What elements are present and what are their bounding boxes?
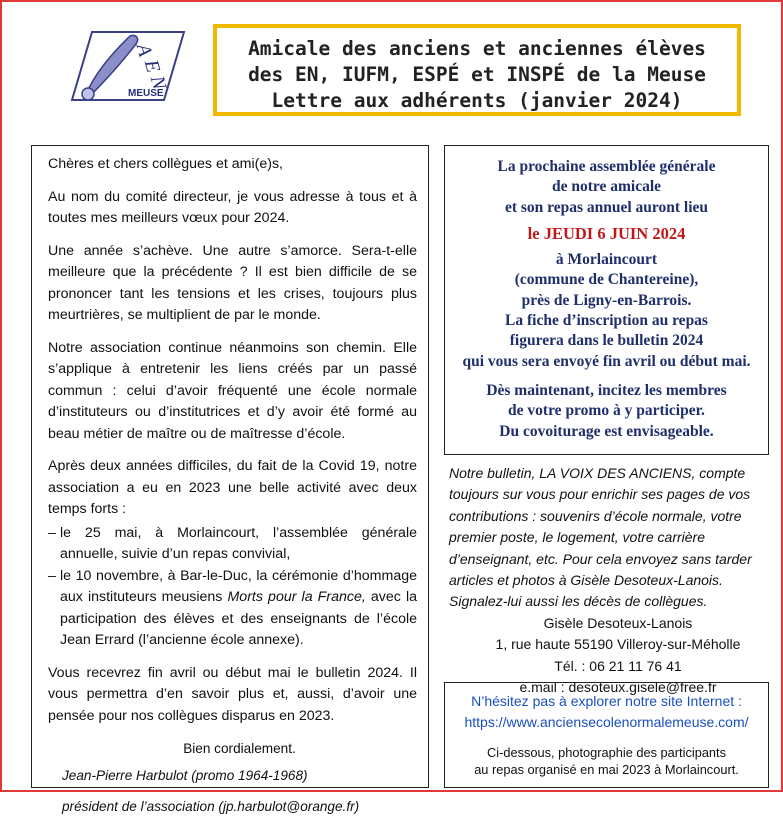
assembly-line-11: de votre promo à y participer. — [508, 402, 705, 420]
bulletin-info — [449, 463, 769, 698]
highlights-list — [48, 523, 417, 652]
contact-name: Gisèle Desoteux-Lanois — [543, 614, 693, 631]
assembly-line-3: et son repas annuel auront lieu — [504, 198, 709, 216]
bulletin-text: Notre bulletin, LA VOIX DES ANCIENS, compte toujours sur vous pour enrichir ses pages de vos contributions : souvenirs d’école normale, votre premier poste, le logement, votre carrière d’enseignant, etc. Pour cela envoyez sans tarder articles et photos à Gisèle Desoteux-Lanois. Signalez-lui aussi les décès de collègues. — [449, 465, 752, 610]
title-line-1: Amicale des anciens et anciennes élèves — [248, 37, 706, 60]
letter-closing: Bien cordialement. — [183, 741, 296, 756]
highlight-text-2-italic: Morts pour la France, — [227, 589, 366, 605]
assembly-line-4: à Morlaincourt — [555, 251, 658, 269]
highlight-item-2 — [32, 566, 417, 652]
website-invite: N’hésitez pas à explorer notre site Internet : — [471, 693, 742, 709]
highlight-text-2b: avec la participation des élèves et des enseignants de l’école Jean Errard (l’ancienne école annexe). — [60, 589, 417, 648]
logo-letter-a: A — [131, 41, 157, 59]
website-link[interactable]: https://www.anciensecolenormalemeuse.com/ — [464, 714, 749, 730]
assembly-line-6: près de Ligny-en-Barrois. — [521, 291, 692, 309]
title-line-2: des EN, IUFM, ESPÉ et INSPÉ de la Meuse — [248, 63, 706, 86]
assembly-line-2: de notre amicale — [551, 178, 662, 196]
assembly-line-5: (commune de Chantereine), — [514, 271, 699, 289]
highlight-text-1: le 25 mai, à Morlaincourt, l’assemblée générale annuelle, suivie d’un repas convivial, — [60, 524, 417, 562]
assembly-line-8: figurera dans le bulletin 2024 — [509, 332, 704, 350]
bullet-dash: – — [48, 567, 56, 584]
letter-paragraph-1: Au nom du comité directeur, je vous adresse à tous et à toutes mes meilleurs vœux pour 2024. — [48, 188, 417, 226]
contact-email[interactable]: e.mail : desoteux.gisele@free.fr — [519, 679, 717, 696]
logo-letter-n: N — [145, 73, 171, 92]
title-line-3: Lettre aux adhérents (janvier 2024) — [271, 89, 683, 112]
association-logo — [64, 26, 194, 106]
logo-word: MEUSE — [128, 88, 164, 99]
highlight-item-1 — [32, 523, 417, 566]
contact-address: 1, rue haute 55190 Villeroy-sur-Méholle — [495, 636, 741, 653]
letter-box — [31, 145, 429, 814]
assembly-line-7: La fiche d’inscription au repas — [505, 312, 708, 330]
assembly-line-1: La prochaine assemblée générale — [497, 158, 716, 175]
signature-line-1: Jean-Pierre Harbulot (promo 1964-1968) — [62, 767, 308, 783]
photo-caption — [445, 744, 768, 778]
assembly-line-10: Dès maintenant, incitez les membres — [486, 381, 727, 399]
letter-paragraph-2: Une année s’achève. Une autre s’amorce. Sera-t-elle meilleure que la précédente ? Il est bien difficile de se prononcer tant les tensions et les crises, toujours plus meurtrières, se multiplient de par le monde. — [48, 242, 417, 323]
title-box — [213, 24, 741, 116]
letter-paragraph-4: Après deux années difficiles, du fait de la Covid 19, notre association a eu en 2023 une belle activité avec deux temps forts : — [48, 458, 417, 517]
bullet-dash: – — [48, 524, 56, 541]
photo-caption-line-1: Ci-dessous, photographie des participants — [486, 745, 727, 760]
assembly-date: le JEUDI 6 JUIN 2024 — [527, 223, 686, 243]
highlight-text-2a: le 10 novembre, à Bar-le-Duc, la cérémonie d’hommage aux instituteurs meusiens — [60, 567, 417, 605]
photo-caption-line-2: au repas organisé en mai 2023 à Morlaincourt. — [474, 762, 739, 777]
letter-paragraph-5: Vous recevrez fin avril ou début mai le bulletin 2024. Il vous permettra d’en savoir plus et, aussi, d’avoir une pensée pour nos collègues disparus en 2023. — [48, 664, 417, 724]
logo-letter-e: E — [139, 57, 165, 75]
letter-greeting: Chères et chers collègues et ami(e)s, — [48, 156, 283, 172]
website-box — [444, 682, 769, 788]
contact-phone: Tél. : 06 21 11 76 41 — [554, 657, 682, 674]
letter-paragraph-3: Notre association continue néanmoins son chemin. Elle s’applique à entretenir les liens créés par un passé commun : celui d’avoir fréquenté une école normale d’instituteurs ou d’institutrices et d’y avoir été formé au beau métier de maître ou de maîtresse d’école. — [48, 339, 417, 442]
assembly-announcement — [444, 145, 769, 455]
assembly-line-12: Du covoiturage est envisageable. — [499, 422, 714, 440]
signature-line-2: président de l’association (jp.harbulot@orange.fr) — [62, 798, 360, 814]
assembly-line-9: qui vous sera envoyé fin avril ou début mai. — [462, 352, 751, 370]
